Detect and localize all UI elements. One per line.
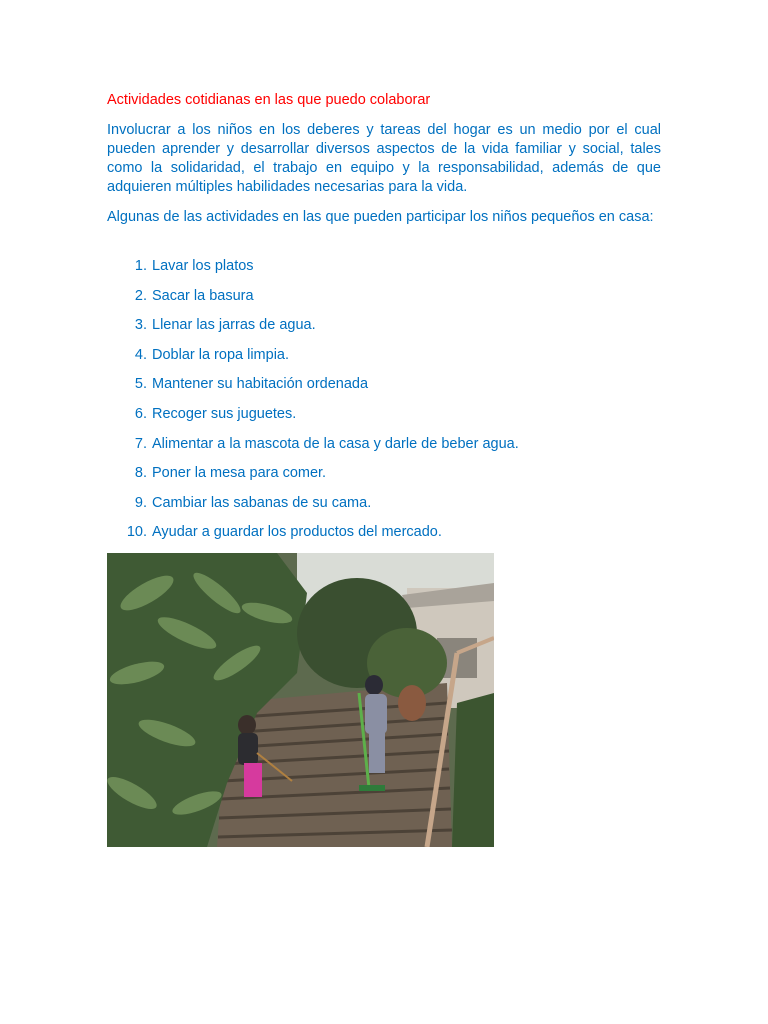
document-title: Actividades cotidianas en las que puedo colaborar (107, 92, 431, 108)
list-item (107, 346, 667, 376)
list-item (107, 523, 667, 553)
list-item (107, 435, 667, 465)
list-text: Mantener su habitación ordenada (152, 376, 369, 393)
list-number: 8. (134, 465, 147, 482)
list-item (107, 464, 667, 494)
list-text: Doblar la ropa limpia. (152, 346, 290, 363)
list-text: Lavar los platos (152, 258, 254, 274)
list-text: Ayudar a guardar los productos del mercado. (152, 524, 442, 541)
list-number: 5. (134, 376, 147, 393)
list-text: Cambiar las sabanas de su cama. (152, 494, 372, 511)
activities-list (107, 257, 667, 553)
list-number: 7. (134, 435, 147, 452)
list-number: 4. (134, 346, 147, 363)
list-number: 9. (134, 494, 147, 511)
list-number: 1. (134, 258, 147, 274)
list-text: Poner la mesa para comer. (152, 465, 327, 482)
activities-intro-paragraph: Algunas de las actividades en las que pueden participar los niños pequeños en casa: (107, 209, 654, 225)
list-number: 6. (134, 405, 147, 422)
children-sweeping-stairs-photo (107, 553, 494, 847)
list-item (107, 375, 667, 405)
list-number: 10. (126, 524, 147, 541)
list-item (107, 494, 667, 524)
list-item (107, 316, 667, 346)
list-text: Alimentar a la mascota de la casa y darle de beber agua. (152, 435, 519, 452)
list-text: Llenar las jarras de agua. (152, 317, 316, 334)
list-text: Recoger sus juguetes. (152, 405, 297, 422)
list-item (107, 287, 667, 317)
intro-paragraph: Involucrar a los niños en los deberes y tareas del hogar es un medio por el cual pueden aprender y desarrollar diversos aspectos de la vida familiar y social, tales como la solidaridad, el trabajo en equipo y la responsabilidad, además de que adquieren múltiples habilidades necesarias para la vida. (107, 122, 661, 195)
list-number: 2. (134, 287, 147, 304)
list-text: Sacar la basura (152, 287, 254, 304)
list-number: 3. (134, 317, 147, 334)
list-item (107, 257, 667, 287)
list-item (107, 405, 667, 435)
